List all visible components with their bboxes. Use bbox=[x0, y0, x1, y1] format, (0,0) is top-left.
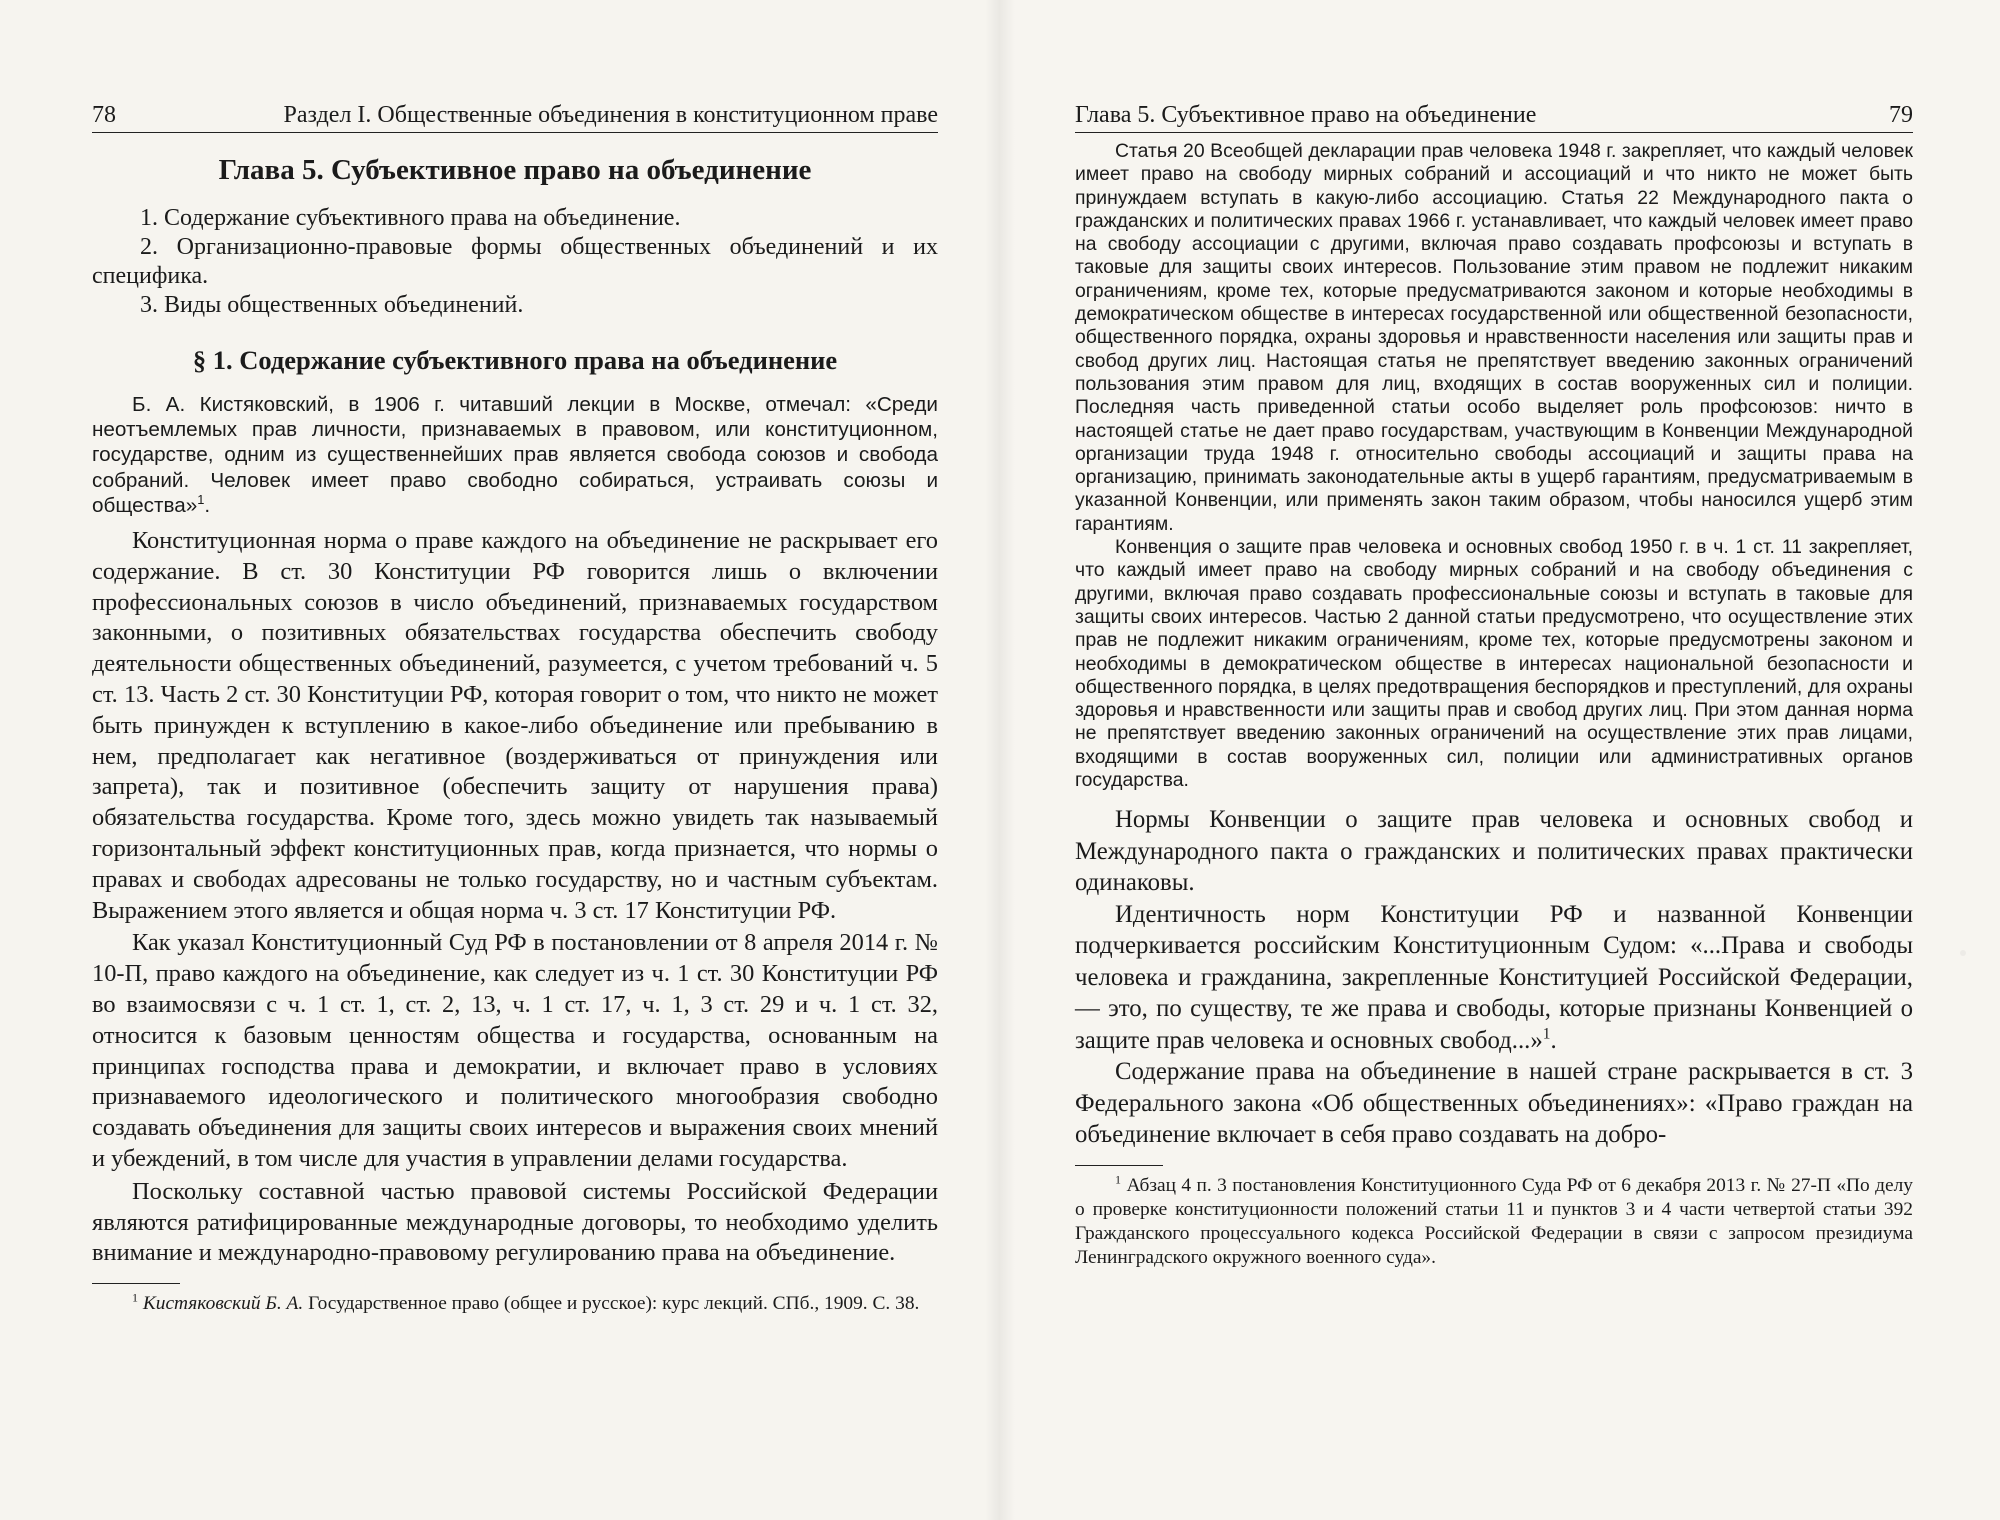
book-gutter bbox=[985, 0, 1015, 1520]
epigraph-quote: Б. А. Кистяковский, в 1906 г. читавший лекции в Москве, отмечал: «Среди неотъемлемых прав личности, признаваемых в правовом, или конституционном, государстве, одним из существеннейших прав является свобода союзов и свобода собраний. Человек имеет право свободно собираться, устраивать союзы и общества»$^1$. bbox=[92, 393, 938, 517]
footnote-divider bbox=[1075, 1165, 1163, 1166]
footnote-text: Государственное право (общее и русское): курс лекций. СПб., 1909. С. 38. bbox=[308, 1293, 920, 1315]
footnote bbox=[1075, 1174, 1913, 1270]
body-paragraph: Содержание права на объединение в нашей стране раскрывается в ст. 3 Федерального закона «Об общественных объединениях»: «Право граждан на объединение включает в себя право создавать на добро- bbox=[1075, 1058, 1913, 1149]
contents-item: 1. Содержание субъективного права на объединение. bbox=[140, 205, 681, 231]
footnote-ref: 1 bbox=[197, 491, 205, 507]
footnote-author: Кистяковский Б. А. bbox=[142, 1293, 304, 1315]
body-paragraph: Конституционная норма о праве каждого на объединение не раскрывает его содержание. В ст. 30 Конституции РФ говорится лишь о включении профессиональных союзов в число объединений, признаваемых государством законными, о позитивных обязательствах государства обеспечить свободу деятельности общественных объединений, разумеется, с учетом требований ч. 5 ст. 13. Часть 2 ст. 30 Конституции РФ, которая говорит о том, что никто не может быть принужден к вступлению в какое-либо объединение или пребыванию в нем, предполагает как негативное (воздерживаться от принуждения или запрета), так и позитивное (обеспечить защиту от нарушения права) обязательства государства. Кроме того, здесь можно увидеть так называемый горизонтальный эффект конституционных прав, когда признается, что нормы о правах и свободах адресованы не только государству, но и частным субъектам. Выражением этого является и общая норма ч. 3 ст. 17 Конституции РФ. bbox=[92, 527, 938, 924]
footnote-ref: 1 bbox=[1542, 1025, 1551, 1043]
body-paragraph: Статья 20 Всеобщей декларации прав человека 1948 г. закрепляет, что каждый человек имеет право на свободу мирных собраний и ассоциаций и что никто не может быть принуждаем вступать в какую-либо ассоциацию. Статья 22 Международного пакта о гражданских и политических правах 1966 г. устанавливает, что каждый человек имеет право на свободу ассоциации с другими, включая право создавать профсоюзы и вступать в таковые для защиты своих интересов. Пользование этим правом не подлежит никаким ограничениям, кроме тех, которые предусматриваются законом и которые необходимы в демократическом обществе в интересах государственной или общественной безопасности, общественного порядка, охраны здоровья и нравственности населения или защиты прав и свобод других лиц. Настоящая статья не препятствует введению законных ограничений пользования этим правом для лиц, входящих в состав вооруженных сил и полиции. Последняя часть приведенной статьи особо выделяет роль профсоюзов: ничто в настоящей статье не дает право государствам, участвующим в Конвенции Международной организации труда 1948 г. относительно свободы ассоциаций и защиты права на организацию, принимать законодательные акты в ущерб гарантиям, предусматриваемым в указанной Конвенции, или применять закон таким образом, чтобы наносился ущерб этим гарантиям. bbox=[1075, 140, 1913, 535]
right-page bbox=[1000, 0, 2000, 1520]
chapter-contents bbox=[92, 204, 938, 320]
body-paragraph: Идентичность норм Конституции РФ и названной Конвенции подчеркивается российским Конституционным Судом: «...Права и свободы человека и гражданина, закрепленные Конституцией Российской Федерации, — это, по существу, те же права и свободы, которые признаны Конвенцией о защите прав человека и основных свобод...»$^1$. bbox=[1075, 900, 1913, 1054]
body-paragraph: Как указал Конституционный Суд РФ в постановлении от 8 апреля 2014 г. № 10-П, право каждого на объединение, как следует из ч. 1 ст. 30 Конституции РФ во взаимосвязи с ч. 1 ст. 1, ст. 2, 13, ч. 1 ст. 17, ч. 1, 3 ст. 29 и ч. 1 ст. 32, относится к базовым ценностям общества и государства, основанным на принципах господства права и демократии, и включает право в условиях признаваемого идеологического и политического многообразия свободно создавать объединения для защиты своих интересов и выражения своих мнений и убеждений, в том числе для участия в управлении делами государства. bbox=[92, 929, 938, 1172]
body-paragraph-text: Идентичность норм Конституции РФ и названной Конвенции подчеркивается российским Конституционным Судом: «...Права и свободы человека и гражданина, закрепленные Конституцией Российской Федерации, — это, по существу, те же права и свободы, которые признаны Конвенцией о защите прав человека и основных свобод...» bbox=[1075, 900, 1913, 1054]
footnote-number: 1 bbox=[1115, 1172, 1122, 1187]
body-paragraph: Конвенция о защите прав человека и основных свобод 1950 г. в ч. 1 ст. 11 закрепляет, что каждый имеет право на свободу мирных собраний и на свободу объединения с другими, включая право создавать профессиональные союзы и вступать в таковые для защиты своих интересов. Частью 2 данной статьи предусмотрено, что осуществление этих прав не подлежит никаким ограничениям, кроме тех, которые предусмотрены законом и необходимы в демократическом обществе в интересах национальной безопасности и общественного порядка, в целях предотвращения беспорядков и преступлений, для охраны здоровья и нравственности или защиты прав и свобод других лиц. При этом данная норма не препятствует введению законных ограничений на осуществление этих прав лицами, входящими в состав вооруженных сил, полиции или административных органов государства. bbox=[1075, 536, 1913, 792]
right-running-title: Глава 5. Субъективное право на объединение bbox=[1075, 102, 1537, 128]
contents-item: 3. Виды общественных объединений. bbox=[140, 292, 524, 318]
page-smudge bbox=[1960, 950, 1966, 956]
contents-item: 2. Организационно-правовые формы общественных объединений и их специфика. bbox=[92, 234, 938, 289]
footnote-divider bbox=[92, 1283, 180, 1284]
body-paragraph: Поскольку составной частью правовой системы Российской Федерации являются ратифицированные международные договоры, то необходимо уделить внимание и международно-правовому регулированию права на объединение. bbox=[92, 1177, 938, 1267]
left-running-header bbox=[92, 98, 938, 133]
left-text-column bbox=[92, 140, 938, 1316]
epigraph-quote-text: Б. А. Кистяковский, в 1906 г. читавший лекции в Москве, отмечал: «Среди неотъемлемых прав личности, признаваемых в правовом, или конституционном, государстве, одним из существеннейших прав является свобода союзов и свобода собраний. Человек имеет право свободно собираться, устраивать союзы и общества» bbox=[92, 393, 938, 517]
right-text-column bbox=[1075, 140, 1913, 1270]
section-title: § 1. Содержание субъективного права на объединение bbox=[192, 345, 838, 375]
footnote bbox=[92, 1292, 938, 1316]
right-running-header bbox=[1075, 98, 1913, 133]
footnote-number: 1 bbox=[132, 1290, 139, 1305]
body-paragraph: Нормы Конвенции о защите прав человека и основных свобод и Международного пакта о гражданских и политических правах практически одинаковы. bbox=[1075, 806, 1913, 897]
left-running-title: Раздел I. Общественные объединения в конституционном праве bbox=[283, 102, 938, 128]
right-page-number: 79 bbox=[1889, 102, 1913, 128]
chapter-title: Глава 5. Субъективное право на объединение bbox=[218, 154, 812, 186]
left-page-number: 78 bbox=[92, 102, 116, 128]
footnote-text: Абзац 4 п. 3 постановления Конституционного Суда РФ от 6 декабря 2013 г. № 27-П «По делу о проверке конституционности положений статьи 11 и пунктов 3 и 4 части четвертой статьи 392 Гражданского процессуального кодекса Российской Федерации в связи с запросом президиума Ленинградского окружного военного суда». bbox=[1075, 1174, 1913, 1268]
